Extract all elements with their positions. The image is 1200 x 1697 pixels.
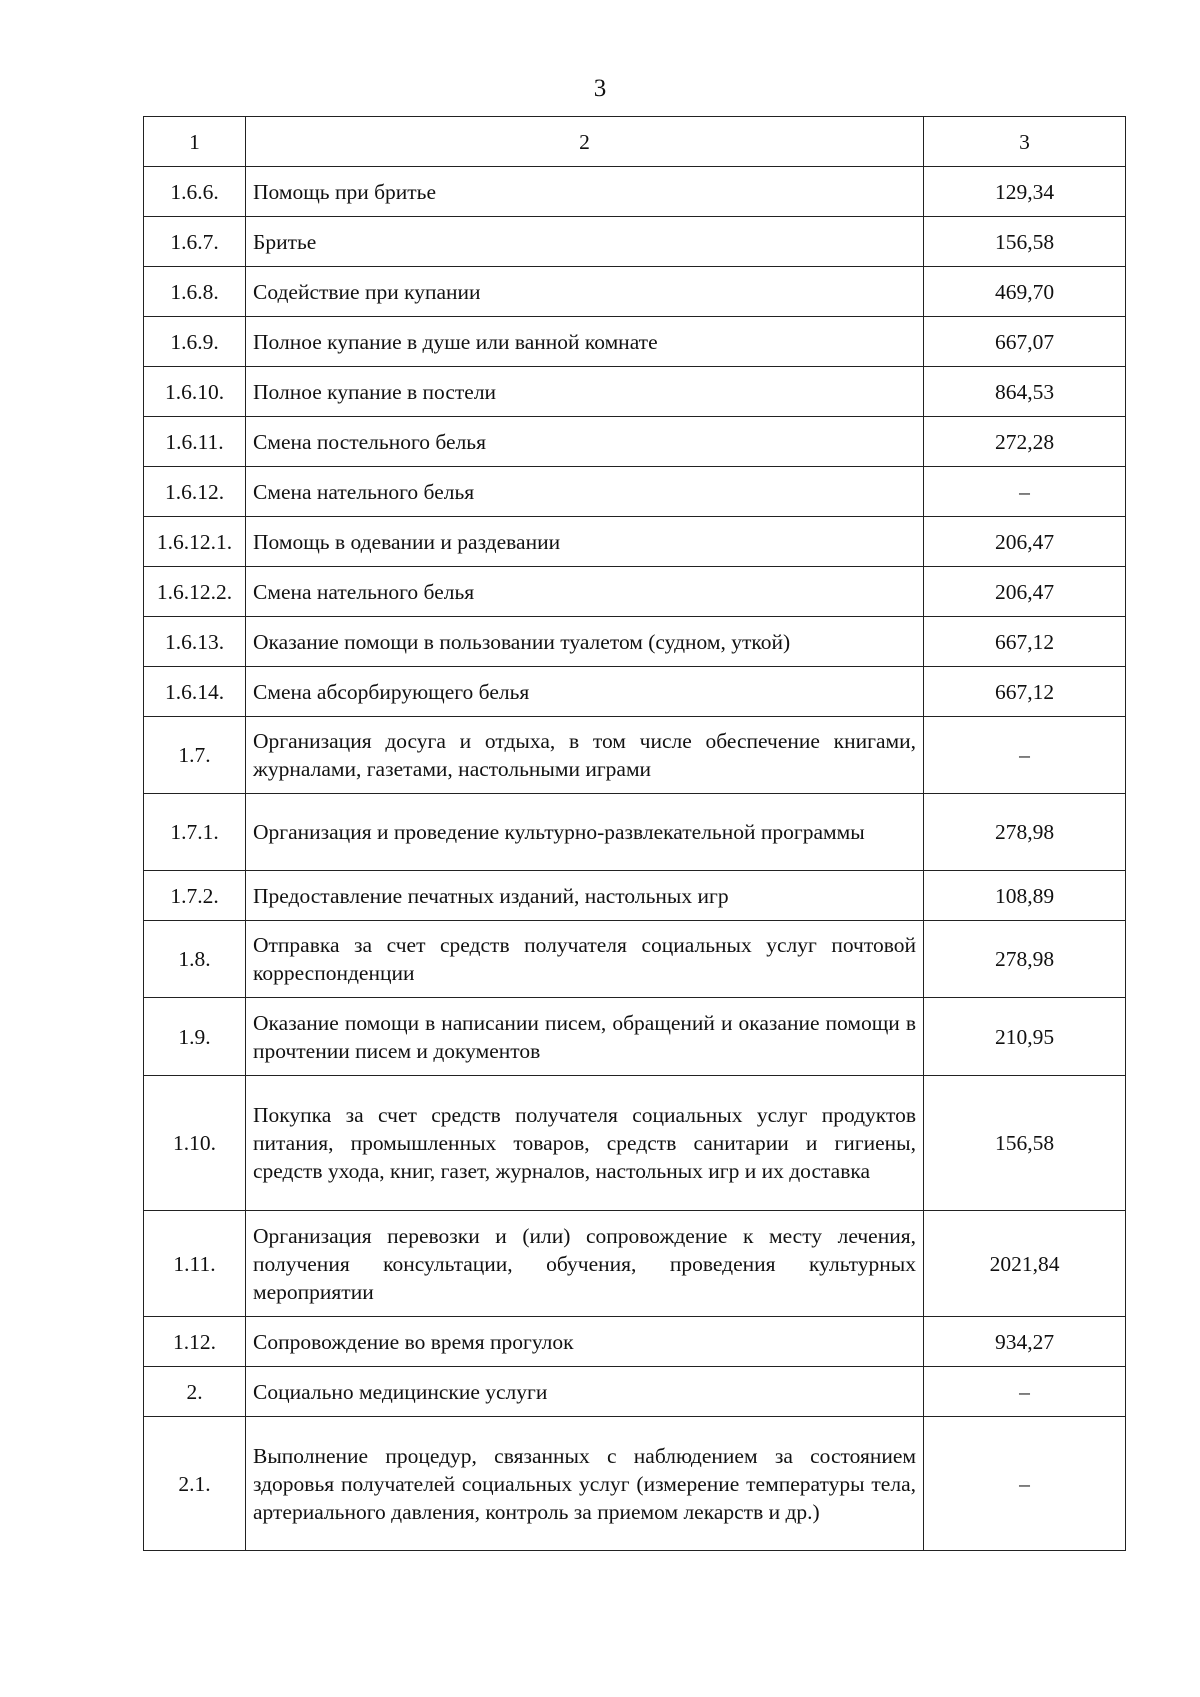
row-price: 667,07 xyxy=(924,317,1126,367)
row-price: 667,12 xyxy=(924,617,1126,667)
row-service: Организация досуга и отдыха, в том числе обеспечение книгами, журналами, газетами, настольными играми xyxy=(246,717,924,794)
row-number: 1.6.7. xyxy=(144,217,246,267)
row-price: 156,58 xyxy=(924,1076,1126,1211)
row-number: 2. xyxy=(144,1367,246,1417)
row-price: 864,53 xyxy=(924,367,1126,417)
row-number: 1.10. xyxy=(144,1076,246,1211)
row-number: 1.6.10. xyxy=(144,367,246,417)
table-header-row xyxy=(144,117,1126,167)
table-row xyxy=(144,1317,1126,1367)
row-service: Отправка за счет средств получателя социальных услуг почтовой корреспонденции xyxy=(246,921,924,998)
row-price: 278,98 xyxy=(924,794,1126,871)
table-row xyxy=(144,517,1126,567)
row-price: – xyxy=(924,1417,1126,1551)
row-number: 1.6.9. xyxy=(144,317,246,367)
row-price: 2021,84 xyxy=(924,1211,1126,1317)
header-col-number: 1 xyxy=(144,117,246,167)
row-price: 210,95 xyxy=(924,998,1126,1076)
row-price: 469,70 xyxy=(924,267,1126,317)
row-number: 1.6.13. xyxy=(144,617,246,667)
page-number: 3 xyxy=(593,75,607,102)
services-price-table xyxy=(143,116,1126,1551)
row-number: 1.6.8. xyxy=(144,267,246,317)
row-service: Смена абсорбирующего белья xyxy=(246,667,924,717)
row-number: 1.6.12.2. xyxy=(144,567,246,617)
table-row xyxy=(144,417,1126,467)
row-price: – xyxy=(924,1367,1126,1417)
row-number: 1.9. xyxy=(144,998,246,1076)
row-number: 1.7.2. xyxy=(144,871,246,921)
table-row xyxy=(144,667,1126,717)
row-service: Полное купание в постели xyxy=(246,367,924,417)
row-service: Организация перевозки и (или) сопровождение к месту лечения, получения консультации, обучения, проведения культурных мероприятии xyxy=(246,1211,924,1317)
table-row xyxy=(144,467,1126,517)
header-col-price: 3 xyxy=(924,117,1126,167)
row-service: Содействие при купании xyxy=(246,267,924,317)
row-price: 272,28 xyxy=(924,417,1126,467)
row-price: 156,58 xyxy=(924,217,1126,267)
row-service: Смена постельного белья xyxy=(246,417,924,467)
table-row xyxy=(144,167,1126,217)
row-number: 1.8. xyxy=(144,921,246,998)
row-number: 1.7.1. xyxy=(144,794,246,871)
table-row xyxy=(144,567,1126,617)
row-number: 2.1. xyxy=(144,1417,246,1551)
row-number: 1.7. xyxy=(144,717,246,794)
row-service: Помощь при бритье xyxy=(246,167,924,217)
row-number: 1.6.12.1. xyxy=(144,517,246,567)
table-row xyxy=(144,217,1126,267)
row-service: Помощь в одевании и раздевании xyxy=(246,517,924,567)
table-row xyxy=(144,921,1126,998)
table-row xyxy=(144,267,1126,317)
row-number: 1.6.12. xyxy=(144,467,246,517)
table-row xyxy=(144,871,1126,921)
row-service: Выполнение процедур, связанных с наблюдением за состоянием здоровья получателей социальных услуг (измерение температуры тела, артериального давления, контроль за приемом лекарств и др.) xyxy=(246,1417,924,1551)
table-row xyxy=(144,367,1126,417)
row-service: Предоставление печатных изданий, настольных игр xyxy=(246,871,924,921)
table-row xyxy=(144,1367,1126,1417)
table-row xyxy=(144,717,1126,794)
row-price: 206,47 xyxy=(924,517,1126,567)
table-row xyxy=(144,1076,1126,1211)
row-price: 108,89 xyxy=(924,871,1126,921)
row-service: Оказание помощи в пользовании туалетом (судном, уткой) xyxy=(246,617,924,667)
row-price: 206,47 xyxy=(924,567,1126,617)
row-service: Покупка за счет средств получателя социальных услуг продуктов питания, промышленных товаров, средств санитарии и гигиены, средств ухода, книг, газет, журналов, настольных игр и их доставка xyxy=(246,1076,924,1211)
row-number: 1.6.6. xyxy=(144,167,246,217)
row-price: – xyxy=(924,717,1126,794)
row-service: Бритье xyxy=(246,217,924,267)
row-price: 934,27 xyxy=(924,1317,1126,1367)
row-price: 129,34 xyxy=(924,167,1126,217)
row-service: Социально медицинские услуги xyxy=(246,1367,924,1417)
row-service: Организация и проведение культурно-развлекательной программы xyxy=(246,794,924,871)
table-row xyxy=(144,1211,1126,1317)
row-number: 1.11. xyxy=(144,1211,246,1317)
table-row xyxy=(144,617,1126,667)
table-row xyxy=(144,1417,1126,1551)
row-number: 1.6.14. xyxy=(144,667,246,717)
row-service: Оказание помощи в написании писем, обращений и оказание помощи в прочтении писем и документов xyxy=(246,998,924,1076)
row-number: 1.12. xyxy=(144,1317,246,1367)
row-service: Смена нательного белья xyxy=(246,467,924,517)
header-col-service: 2 xyxy=(246,117,924,167)
table-row xyxy=(144,998,1126,1076)
row-price: 278,98 xyxy=(924,921,1126,998)
row-service: Сопровождение во время прогулок xyxy=(246,1317,924,1367)
table-row xyxy=(144,794,1126,871)
row-service: Смена нательного белья xyxy=(246,567,924,617)
table-row xyxy=(144,317,1126,367)
row-price: – xyxy=(924,467,1126,517)
row-price: 667,12 xyxy=(924,667,1126,717)
row-number: 1.6.11. xyxy=(144,417,246,467)
row-service: Полное купание в душе или ванной комнате xyxy=(246,317,924,367)
